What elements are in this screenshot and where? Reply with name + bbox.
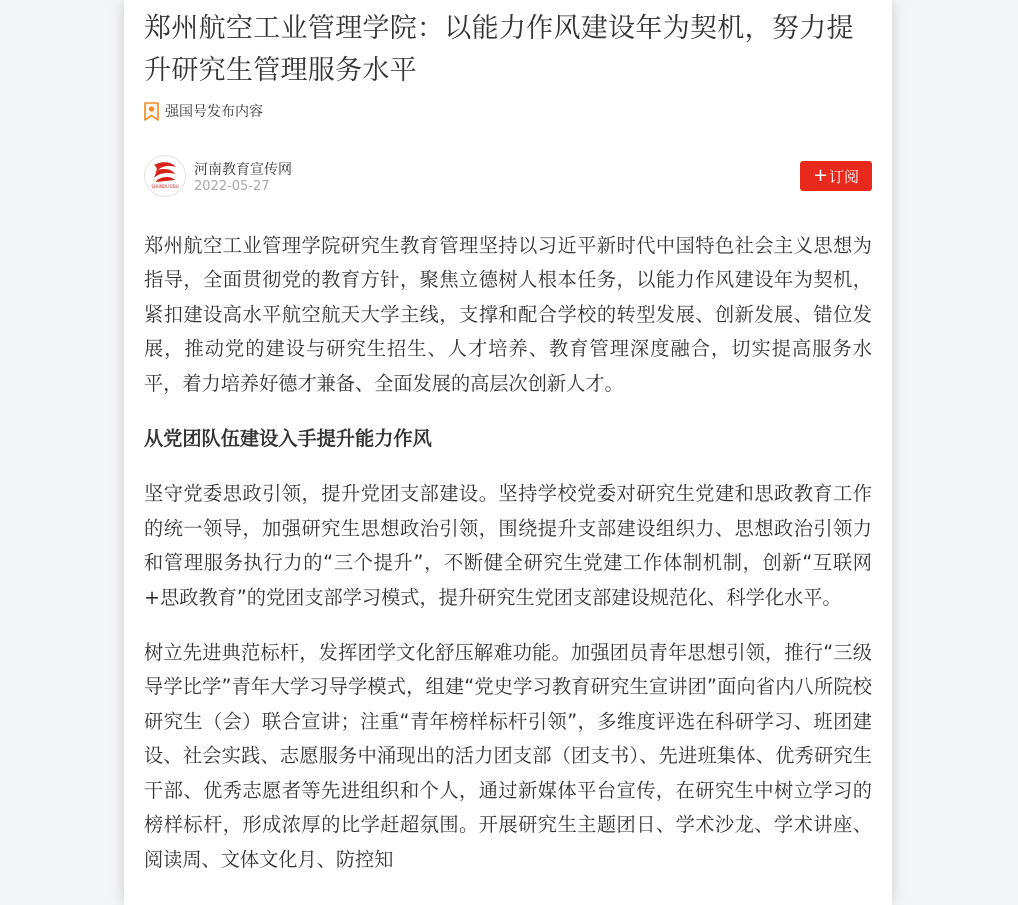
bookmark-flag-icon — [144, 102, 159, 121]
section-heading: 从党团队伍建设入手提升能力作风 — [144, 427, 432, 451]
author-name[interactable]: 河南教育宣传网 — [194, 162, 292, 178]
subscribe-button[interactable] — [800, 161, 872, 191]
subscribe-label: 订阅 — [829, 167, 860, 186]
article-body — [144, 229, 872, 898]
source-tag — [144, 100, 263, 122]
avatar[interactable] — [144, 155, 186, 197]
source-tag-label: 强国号发布内容 — [165, 104, 263, 120]
paragraph: 坚守党委思政引领，提升党团支部建设。坚持学校党委对研究生党建和思政教育工作的统一领导，加强研究生思想政治引领，围绕提升支部建设组织力、思想政治引领力和管理服务执行力的“三个提升”，不断健全研究生党建工作体制机制，创新“互联网+思政教育”的党团支部学习模式，提升研究生党团支部建设规范化、科学化水平。 — [144, 482, 872, 609]
publish-date: 2022-05-27 — [194, 179, 270, 194]
paragraph: 郑州航空工业管理学院研究生教育管理坚持以习近平新时代中国特色社会主义思想为指导，全面贯彻党的教育方针，聚焦立德树人根本任务，以能力作风建设年为契机，紧扣建设高水平航空航天大学主线，支撑和配合学校的转型发展、创新发展、错位发展，推动党的建设与研究生招生、人才培养、教育管理深度融合，切实提高服务水平，着力培养好德才兼备、全面发展的高层次创新人才。 — [144, 234, 872, 395]
paragraph: 树立先进典范标杆，发挥团学文化舒压解难功能。加强团员青年思想引领，推行“三级导学比学”青年大学习导学模式，组建“党史学习教育研究生宣讲团”面向省内八所院校研究生（会）联合宣讲；注重“青年榜样标杆引领”，多维度评选在科研学习、班团建设、社会实践、志愿服务中涌现出的活力团支部（团支书）、先进班集体、优秀研究生干部、优秀志愿者等先进组织和个人，通过新媒体平台宣传，在研究生中树立学习的榜样标杆，形成浓厚的比学赶超氛围。开展研究生主题团日、学术沙龙、学术讲座、阅读周、文体文化月、防控知 — [144, 641, 872, 871]
plus-icon: + — [812, 165, 829, 186]
publisher-logo-text: SHUNDU EDU — [151, 184, 179, 189]
article-page — [124, 0, 892, 905]
author-row — [144, 155, 872, 197]
article-title: 郑州航空工业管理学院：以能力作风建设年为契机，努力提升研究生管理服务水平 — [144, 13, 854, 86]
publisher-logo — [145, 156, 185, 196]
